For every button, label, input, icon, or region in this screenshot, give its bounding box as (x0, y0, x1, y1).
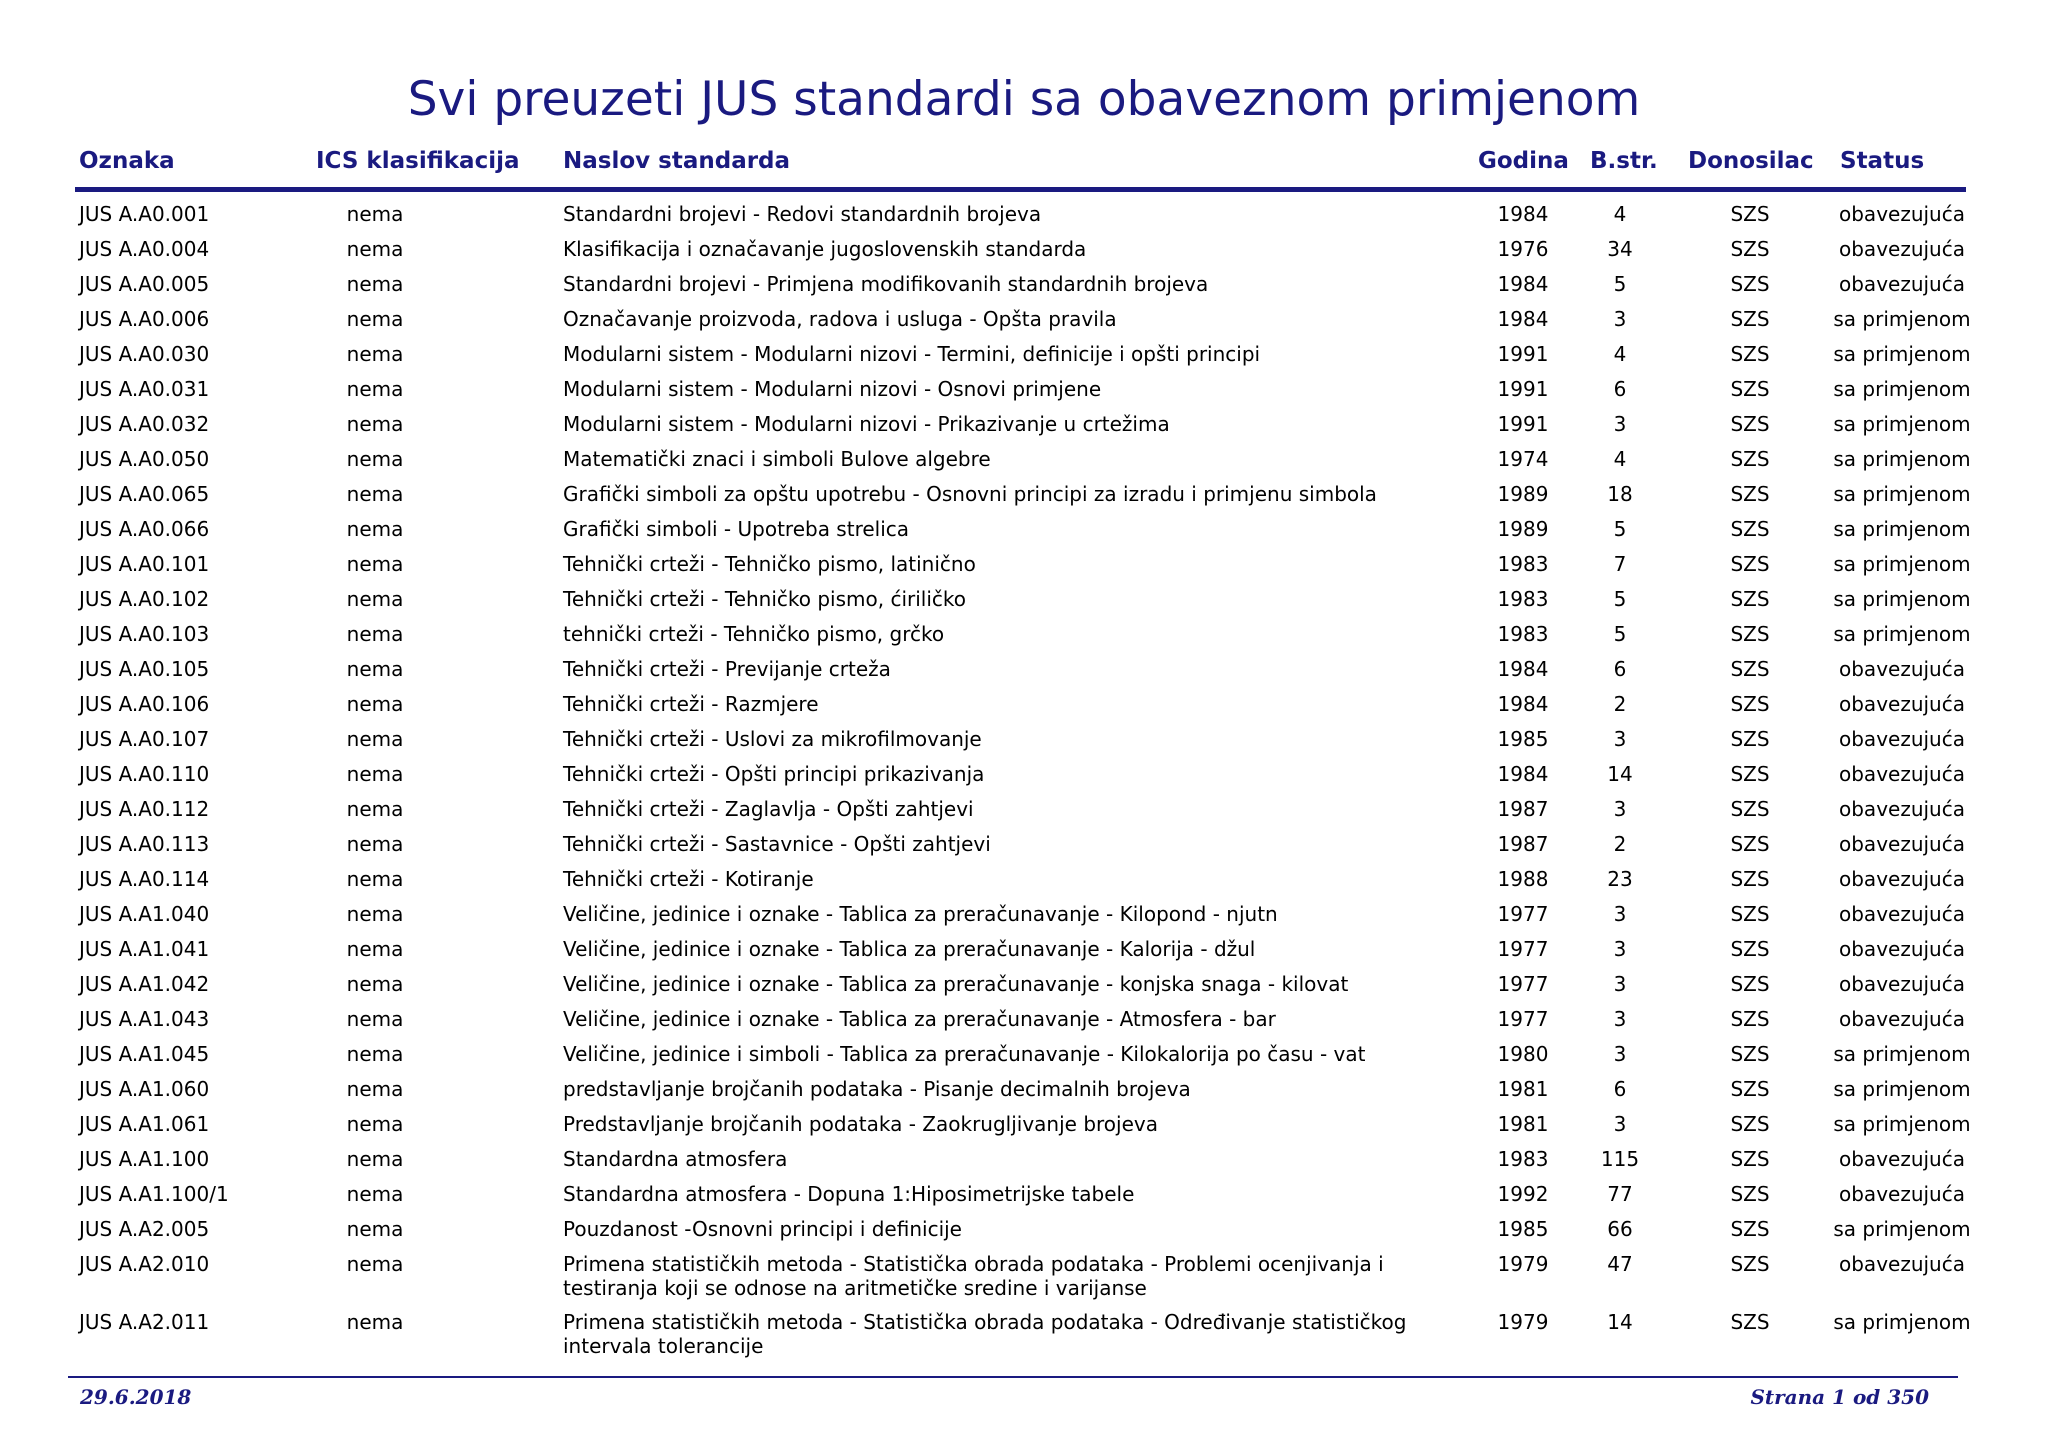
cell-bstr: 23 (1607, 867, 1633, 891)
table-row (0, 653, 2048, 688)
cell-bstr: 2 (1613, 692, 1627, 716)
cell-ics: nema (346, 377, 404, 401)
cell-status: sa primjenom (1833, 377, 1971, 401)
table-row (0, 1248, 2048, 1306)
cell-status: sa primjenom (1833, 1310, 1971, 1334)
cell-oznaka: JUS A.A0.101 (79, 552, 210, 576)
cell-donosilac: SZS (1730, 202, 1770, 226)
cell-donosilac: SZS (1730, 1112, 1770, 1136)
cell-godina: 1977 (1497, 972, 1549, 996)
cell-ics: nema (346, 482, 404, 506)
cell-bstr: 3 (1613, 412, 1627, 436)
cell-oznaka: JUS A.A1.100/1 (79, 1182, 229, 1206)
table-row (0, 1213, 2048, 1248)
cell-status: sa primjenom (1833, 1112, 1971, 1136)
cell-donosilac: SZS (1730, 832, 1770, 856)
table-row (0, 373, 2048, 408)
header-oznaka: Oznaka (79, 148, 175, 174)
cell-naslov: Tehnički crteži - Kotiranje (563, 867, 814, 891)
cell-bstr: 3 (1613, 797, 1627, 821)
table-row (0, 688, 2048, 723)
table-row (0, 1073, 2048, 1108)
cell-naslov: Veličine, jedinice i oznake - Tablica za preračunavanje - Kilopond - njutn (563, 902, 1278, 926)
cell-donosilac: SZS (1730, 517, 1770, 541)
cell-naslov: Standardna atmosfera (563, 1147, 788, 1171)
table-row (0, 303, 2048, 338)
cell-status: sa primjenom (1833, 517, 1971, 541)
cell-oznaka: JUS A.A0.005 (79, 272, 210, 296)
cell-bstr: 3 (1613, 1007, 1627, 1031)
header-status: Status (1840, 148, 1925, 174)
cell-bstr: 6 (1613, 377, 1627, 401)
table-row (0, 1306, 2048, 1364)
cell-naslov: Tehnički crteži - Razmjere (563, 692, 819, 716)
cell-ics: nema (346, 587, 404, 611)
cell-donosilac: SZS (1730, 412, 1770, 436)
cell-bstr: 3 (1613, 307, 1627, 331)
cell-bstr: 5 (1613, 622, 1627, 646)
cell-godina: 1977 (1497, 937, 1549, 961)
table-row (0, 338, 2048, 373)
cell-oznaka: JUS A.A1.043 (79, 1007, 210, 1031)
cell-status: obavezujuća (1839, 762, 1965, 786)
cell-bstr: 77 (1607, 1182, 1633, 1206)
cell-bstr: 3 (1613, 902, 1627, 926)
cell-bstr: 18 (1607, 482, 1633, 506)
table-row (0, 233, 2048, 268)
cell-ics: nema (346, 237, 404, 261)
cell-donosilac: SZS (1730, 272, 1770, 296)
cell-status: obavezujuća (1839, 657, 1965, 681)
table-row (0, 618, 2048, 653)
cell-status: obavezujuća (1839, 867, 1965, 891)
cell-naslov: Matematički znaci i simboli Bulove algebre (563, 447, 991, 471)
cell-oznaka: JUS A.A1.061 (79, 1112, 210, 1136)
footer-rule (68, 1376, 1958, 1378)
cell-ics: nema (346, 517, 404, 541)
cell-oznaka: JUS A.A0.107 (79, 727, 210, 751)
footer-page-number: Strana 1 od 350 (1750, 1385, 1929, 1409)
cell-oznaka: JUS A.A1.042 (79, 972, 210, 996)
cell-oznaka: JUS A.A2.005 (79, 1217, 210, 1241)
cell-oznaka: JUS A.A1.040 (79, 902, 210, 926)
cell-naslov: Modularni sistem - Modularni nizovi - Termini, definicije i opšti principi (563, 342, 1261, 366)
cell-godina: 1976 (1497, 237, 1549, 261)
cell-ics: nema (346, 447, 404, 471)
table-row (0, 513, 2048, 548)
cell-ics: nema (346, 552, 404, 576)
cell-oznaka: JUS A.A0.102 (79, 587, 210, 611)
cell-bstr: 5 (1613, 272, 1627, 296)
cell-godina: 1988 (1497, 867, 1549, 891)
cell-oznaka: JUS A.A0.110 (79, 762, 210, 786)
cell-oznaka: JUS A.A1.045 (79, 1042, 210, 1066)
cell-naslov: Tehnički crteži - Tehničko pismo, ćiriličko (563, 587, 967, 611)
cell-status: sa primjenom (1833, 307, 1971, 331)
cell-godina: 1984 (1497, 272, 1549, 296)
cell-status: obavezujuća (1839, 202, 1965, 226)
cell-naslov: Klasifikacija i označavanje jugoslovenskih standarda (563, 237, 1087, 261)
table-row (0, 478, 2048, 513)
cell-oznaka: JUS A.A1.100 (79, 1147, 210, 1171)
cell-oznaka: JUS A.A0.112 (79, 797, 210, 821)
cell-status: obavezujuća (1839, 832, 1965, 856)
cell-ics: nema (346, 972, 404, 996)
table-row (0, 723, 2048, 758)
cell-bstr: 14 (1607, 762, 1633, 786)
cell-oznaka: JUS A.A0.114 (79, 867, 210, 891)
cell-naslov: Modularni sistem - Modularni nizovi - Osnovi primjene (563, 377, 1102, 401)
cell-naslov: Tehnički crteži - Zaglavlja - Opšti zahtjevi (563, 797, 974, 821)
cell-ics: nema (346, 937, 404, 961)
cell-ics: nema (346, 832, 404, 856)
cell-bstr: 7 (1613, 552, 1627, 576)
cell-bstr: 3 (1613, 1112, 1627, 1136)
cell-godina: 1984 (1497, 307, 1549, 331)
cell-oznaka: JUS A.A0.105 (79, 657, 210, 681)
cell-oznaka: JUS A.A1.060 (79, 1077, 210, 1101)
table-row (0, 1178, 2048, 1213)
cell-donosilac: SZS (1730, 937, 1770, 961)
cell-status: sa primjenom (1833, 552, 1971, 576)
header-donosilac: Donosilac (1688, 148, 1814, 174)
cell-naslov: Tehnički crteži - Opšti principi prikazivanja (563, 762, 985, 786)
cell-naslov: Tehnički crteži - Previjanje crteža (563, 657, 891, 681)
cell-status: obavezujuća (1839, 972, 1965, 996)
cell-donosilac: SZS (1730, 1147, 1770, 1171)
header-bstr: B.str. (1590, 148, 1658, 174)
cell-donosilac: SZS (1730, 552, 1770, 576)
cell-bstr: 3 (1613, 727, 1627, 751)
cell-bstr: 3 (1613, 1042, 1627, 1066)
cell-ics: nema (346, 1182, 404, 1206)
table-row (0, 198, 2048, 233)
cell-oznaka: JUS A.A0.030 (79, 342, 210, 366)
cell-ics: nema (346, 1112, 404, 1136)
cell-donosilac: SZS (1730, 727, 1770, 751)
cell-status: sa primjenom (1833, 587, 1971, 611)
cell-ics: nema (346, 657, 404, 681)
cell-donosilac: SZS (1730, 237, 1770, 261)
cell-status: sa primjenom (1833, 412, 1971, 436)
cell-ics: nema (346, 342, 404, 366)
cell-donosilac: SZS (1730, 1310, 1770, 1334)
cell-ics: nema (346, 902, 404, 926)
cell-donosilac: SZS (1730, 377, 1770, 401)
cell-godina: 1981 (1497, 1112, 1549, 1136)
cell-godina: 1980 (1497, 1042, 1549, 1066)
cell-status: sa primjenom (1833, 482, 1971, 506)
cell-ics: nema (346, 762, 404, 786)
cell-godina: 1984 (1497, 762, 1549, 786)
cell-bstr: 115 (1600, 1147, 1640, 1171)
cell-godina: 1991 (1497, 412, 1549, 436)
cell-godina: 1991 (1497, 342, 1549, 366)
cell-status: sa primjenom (1833, 342, 1971, 366)
cell-naslov: Pouzdanost -Osnovni principi i definicije (563, 1217, 962, 1241)
cell-donosilac: SZS (1730, 762, 1770, 786)
cell-godina: 1985 (1497, 1217, 1549, 1241)
cell-naslov: Predstavljanje brojčanih podataka - Zaokrugljivanje brojeva (563, 1112, 1158, 1136)
cell-status: obavezujuća (1839, 727, 1965, 751)
cell-naslov: Standardna atmosfera - Dopuna 1:Hiposimetrijske tabele (563, 1182, 1135, 1206)
table-row (0, 968, 2048, 1003)
cell-ics: nema (346, 1147, 404, 1171)
cell-donosilac: SZS (1730, 972, 1770, 996)
cell-donosilac: SZS (1730, 342, 1770, 366)
cell-donosilac: SZS (1730, 1077, 1770, 1101)
cell-bstr: 5 (1613, 517, 1627, 541)
cell-donosilac: SZS (1730, 622, 1770, 646)
cell-ics: nema (346, 622, 404, 646)
cell-naslov: Veličine, jedinice i simboli - Tablica za preračunavanje - Kilokalorija po času - vat (563, 1042, 1366, 1066)
cell-status: obavezujuća (1839, 1252, 1965, 1276)
cell-godina: 1977 (1497, 1007, 1549, 1031)
cell-oznaka: JUS A.A0.113 (79, 832, 210, 856)
cell-godina: 1984 (1497, 202, 1549, 226)
cell-oznaka: JUS A.A0.004 (79, 237, 210, 261)
cell-status: obavezujuća (1839, 237, 1965, 261)
cell-godina: 1983 (1497, 552, 1549, 576)
cell-ics: nema (346, 412, 404, 436)
header-naslov: Naslov standarda (563, 148, 791, 174)
cell-godina: 1983 (1497, 1147, 1549, 1171)
cell-godina: 1987 (1497, 832, 1549, 856)
cell-naslov: Standardni brojevi - Primjena modifikovanih standardnih brojeva (563, 272, 1209, 296)
cell-bstr: 6 (1613, 1077, 1627, 1101)
cell-status: obavezujuća (1839, 937, 1965, 961)
cell-naslov: Grafički simboli - Upotreba strelica (563, 517, 910, 541)
table-row (0, 408, 2048, 443)
table-row (0, 793, 2048, 828)
cell-donosilac: SZS (1730, 797, 1770, 821)
cell-donosilac: SZS (1730, 447, 1770, 471)
cell-oznaka: JUS A.A0.050 (79, 447, 210, 471)
cell-donosilac: SZS (1730, 1217, 1770, 1241)
cell-naslov: Standardni brojevi - Redovi standardnih brojeva (563, 202, 1042, 226)
cell-oznaka: JUS A.A0.103 (79, 622, 210, 646)
cell-donosilac: SZS (1730, 657, 1770, 681)
table-row (0, 583, 2048, 618)
table-row (0, 1143, 2048, 1178)
cell-godina: 1974 (1497, 447, 1549, 471)
cell-naslov: Modularni sistem - Modularni nizovi - Prikazivanje u crtežima (563, 412, 1170, 436)
cell-donosilac: SZS (1730, 1042, 1770, 1066)
header-godina: Godina (1478, 148, 1569, 174)
cell-status: obavezujuća (1839, 1147, 1965, 1171)
cell-status: sa primjenom (1833, 1077, 1971, 1101)
cell-donosilac: SZS (1730, 1007, 1770, 1031)
cell-godina: 1981 (1497, 1077, 1549, 1101)
cell-status: obavezujuća (1839, 272, 1965, 296)
table-row (0, 1038, 2048, 1073)
cell-ics: nema (346, 727, 404, 751)
cell-bstr: 66 (1607, 1217, 1633, 1241)
cell-status: obavezujuća (1839, 797, 1965, 821)
cell-godina: 1985 (1497, 727, 1549, 751)
cell-ics: nema (346, 307, 404, 331)
header-rule (75, 187, 1966, 192)
cell-bstr: 2 (1613, 832, 1627, 856)
cell-donosilac: SZS (1730, 867, 1770, 891)
cell-bstr: 3 (1613, 972, 1627, 996)
cell-oznaka: JUS A.A2.011 (79, 1310, 210, 1334)
cell-bstr: 34 (1607, 237, 1633, 261)
cell-godina: 1992 (1497, 1182, 1549, 1206)
table-row (0, 268, 2048, 303)
header-ics: ICS klasifikacija (316, 148, 520, 174)
cell-naslov: Grafički simboli za opštu upotrebu - Osnovni principi za izradu i primjenu simbola (563, 482, 1377, 506)
cell-ics: nema (346, 1077, 404, 1101)
cell-naslov: predstavljanje brojčanih podataka - Pisanje decimalnih brojeva (563, 1077, 1191, 1101)
cell-godina: 1989 (1497, 517, 1549, 541)
cell-godina: 1983 (1497, 587, 1549, 611)
cell-naslov: Veličine, jedinice i oznake - Tablica za preračunavanje - Atmosfera - bar (563, 1007, 1276, 1031)
cell-bstr: 47 (1607, 1252, 1633, 1276)
cell-bstr: 3 (1613, 937, 1627, 961)
cell-naslov: Tehnički crteži - Tehničko pismo, latinično (563, 552, 976, 576)
cell-status: sa primjenom (1833, 1217, 1971, 1241)
cell-status: sa primjenom (1833, 622, 1971, 646)
table-row (0, 898, 2048, 933)
table-row (0, 548, 2048, 583)
cell-ics: nema (346, 1217, 404, 1241)
standards-table (0, 198, 2048, 1364)
cell-donosilac: SZS (1730, 692, 1770, 716)
cell-donosilac: SZS (1730, 902, 1770, 926)
cell-godina: 1984 (1497, 657, 1549, 681)
footer-date: 29.6.2018 (80, 1385, 192, 1409)
cell-oznaka: JUS A.A0.106 (79, 692, 210, 716)
table-row (0, 933, 2048, 968)
cell-status: obavezujuća (1839, 902, 1965, 926)
cell-godina: 1984 (1497, 692, 1549, 716)
cell-status: sa primjenom (1833, 447, 1971, 471)
cell-donosilac: SZS (1730, 1252, 1770, 1276)
cell-godina: 1989 (1497, 482, 1549, 506)
cell-bstr: 4 (1613, 202, 1627, 226)
cell-status: sa primjenom (1833, 1042, 1971, 1066)
cell-naslov: Tehnički crteži - Sastavnice - Opšti zahtjevi (563, 832, 991, 856)
cell-godina: 1979 (1497, 1252, 1549, 1276)
cell-oznaka: JUS A.A0.006 (79, 307, 210, 331)
cell-naslov: Primena statističkih metoda - Statistička obrada podataka - Problemi ocenjivanja i testiranja koji se odnose na aritmetičke sredine i varijanse (563, 1252, 1384, 1300)
cell-godina: 1991 (1497, 377, 1549, 401)
cell-ics: nema (346, 867, 404, 891)
table-row (0, 1003, 2048, 1038)
cell-ics: nema (346, 797, 404, 821)
cell-status: obavezujuća (1839, 1182, 1965, 1206)
table-row (0, 863, 2048, 898)
cell-oznaka: JUS A.A0.001 (79, 202, 210, 226)
cell-oznaka: JUS A.A1.041 (79, 937, 210, 961)
table-row (0, 758, 2048, 793)
cell-naslov: Tehnički crteži - Uslovi za mikrofilmovanje (563, 727, 982, 751)
cell-donosilac: SZS (1730, 307, 1770, 331)
cell-status: obavezujuća (1839, 692, 1965, 716)
table-row (0, 828, 2048, 863)
cell-donosilac: SZS (1730, 1182, 1770, 1206)
cell-ics: nema (346, 692, 404, 716)
cell-oznaka: JUS A.A0.032 (79, 412, 210, 436)
cell-bstr: 5 (1613, 587, 1627, 611)
cell-godina: 1987 (1497, 797, 1549, 821)
cell-bstr: 4 (1613, 342, 1627, 366)
cell-godina: 1977 (1497, 902, 1549, 926)
cell-ics: nema (346, 1310, 404, 1334)
cell-ics: nema (346, 1042, 404, 1066)
cell-bstr: 4 (1613, 447, 1627, 471)
cell-donosilac: SZS (1730, 587, 1770, 611)
cell-oznaka: JUS A.A0.066 (79, 517, 210, 541)
cell-ics: nema (346, 1007, 404, 1031)
table-row (0, 443, 2048, 478)
cell-naslov: tehnički crteži - Tehničko pismo, grčko (563, 622, 945, 646)
cell-status: obavezujuća (1839, 1007, 1965, 1031)
cell-oznaka: JUS A.A0.031 (79, 377, 210, 401)
table-row (0, 1108, 2048, 1143)
cell-godina: 1979 (1497, 1310, 1549, 1334)
cell-oznaka: JUS A.A2.010 (79, 1252, 210, 1276)
cell-naslov: Veličine, jedinice i oznake - Tablica za preračunavanje - Kalorija - džul (563, 937, 1256, 961)
cell-ics: nema (346, 272, 404, 296)
cell-oznaka: JUS A.A0.065 (79, 482, 210, 506)
cell-bstr: 14 (1607, 1310, 1633, 1334)
cell-naslov: Veličine, jedinice i oznake - Tablica za preračunavanje - konjska snaga - kilovat (563, 972, 1349, 996)
cell-naslov: Označavanje proizvoda, radova i usluga - Opšta pravila (563, 307, 1117, 331)
cell-bstr: 6 (1613, 657, 1627, 681)
cell-donosilac: SZS (1730, 482, 1770, 506)
page-title: Svi preuzeti JUS standardi sa obaveznom primjenom (407, 72, 1641, 127)
cell-godina: 1983 (1497, 622, 1549, 646)
cell-ics: nema (346, 1252, 404, 1276)
cell-ics: nema (346, 202, 404, 226)
cell-naslov: Primena statističkih metoda - Statistička obrada podataka - Određivanje statističkog intervala tolerancije (563, 1310, 1407, 1358)
